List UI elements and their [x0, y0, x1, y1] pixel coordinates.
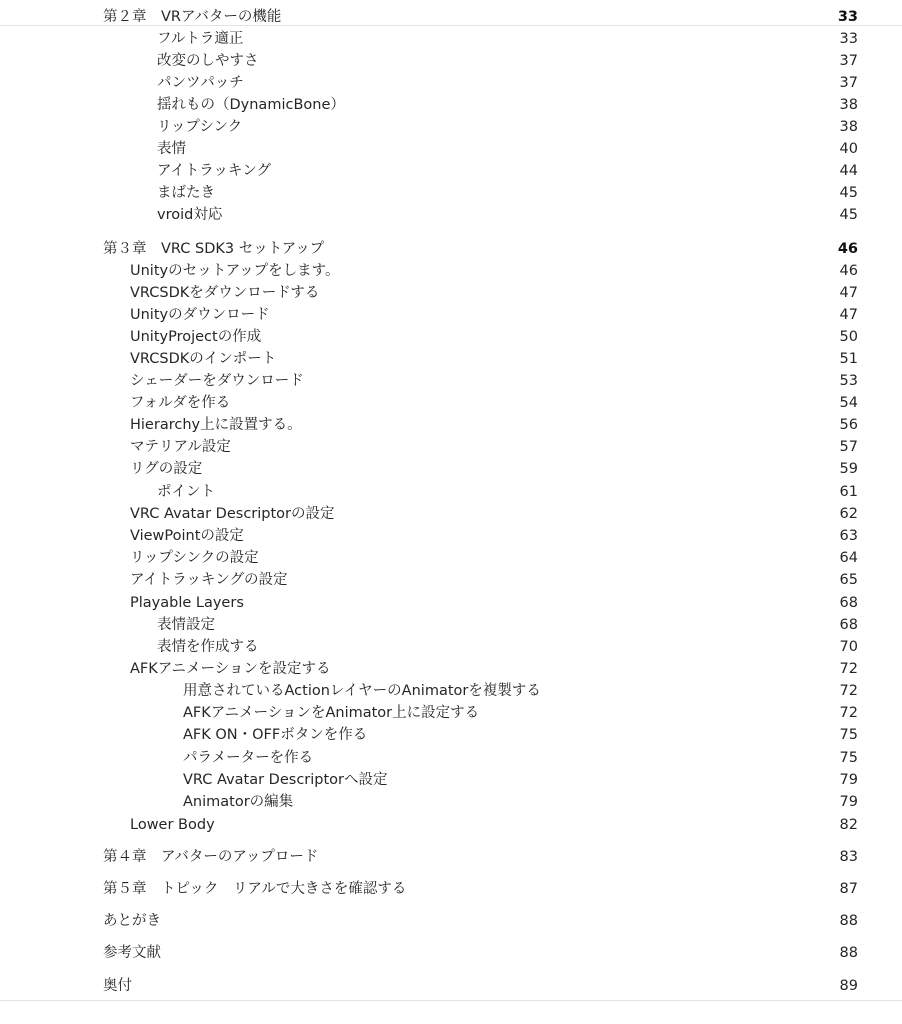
toc-entry-page: 37 — [839, 53, 858, 69]
toc-entry — [0, 370, 902, 392]
toc-entry — [0, 28, 902, 50]
toc-entry-title: VRC Avatar Descriptorの設定 — [130, 506, 335, 522]
toc-entry-title: 表情を作成する — [157, 639, 259, 655]
toc-entry-title: ポイント — [157, 484, 215, 500]
toc-entry-title: 改変のしやすさ — [157, 53, 259, 69]
toc-entry-title: vroid対応 — [157, 207, 223, 223]
toc-entry-page: 54 — [839, 395, 858, 411]
toc-entry-page: 68 — [839, 617, 858, 633]
toc-entry-title: 第４章 アバターのアップロード — [103, 849, 319, 865]
toc-entry — [0, 942, 902, 964]
toc-entry-title: フォルダを作る — [130, 395, 231, 411]
toc-entry — [0, 814, 902, 836]
toc-entry — [0, 910, 902, 932]
toc-entry-title: 第３章 VRC SDK3 セットアップ — [103, 241, 325, 257]
toc-entry-title: Playable Layers — [130, 595, 244, 611]
toc-entry-page: 46 — [837, 241, 858, 257]
toc-entry-title: Lower Body — [130, 817, 215, 833]
toc-entry — [0, 326, 902, 348]
toc-entry-page: 88 — [839, 913, 858, 929]
toc-entry-page: 47 — [839, 307, 858, 323]
toc-entry — [0, 458, 902, 480]
toc-entry-title: アイトラッキングの設定 — [130, 572, 288, 588]
toc-entry-title: パンツパッチ — [157, 75, 244, 91]
toc-entry-title: 奥付 — [103, 978, 132, 994]
toc-entry-title: VRCSDKのインポート — [130, 351, 277, 367]
toc-entry — [0, 160, 902, 182]
toc-entry-page: 46 — [839, 263, 858, 279]
toc-entry-page: 70 — [839, 639, 858, 655]
toc-entry — [0, 592, 902, 614]
toc-entry-title: 表情 — [157, 141, 186, 157]
toc-entry-page: 61 — [839, 484, 858, 500]
toc-entry-title: アイトラッキング — [157, 163, 271, 179]
toc-entry-page: 75 — [839, 727, 858, 743]
toc-entry — [0, 614, 902, 636]
toc-entry-title: 揺れもの（DynamicBone） — [157, 97, 345, 113]
toc-entry — [0, 282, 902, 304]
toc-entry-page: 63 — [839, 528, 858, 544]
toc-entry-page: 89 — [839, 978, 858, 994]
toc-entry — [0, 503, 902, 525]
toc-entry — [0, 436, 902, 458]
toc-entry — [0, 680, 902, 702]
toc-entry — [0, 50, 902, 72]
toc-entry-page: 38 — [839, 119, 858, 135]
toc-entry — [0, 702, 902, 724]
toc-entry — [0, 525, 902, 547]
toc-entry — [0, 481, 902, 503]
toc-entry — [0, 547, 902, 569]
toc-entry-page: 50 — [839, 329, 858, 345]
toc-entry-page: 57 — [839, 439, 858, 455]
toc-entry — [0, 658, 902, 680]
toc-entry — [0, 975, 902, 997]
toc-entry-page: 72 — [839, 683, 858, 699]
toc-entry-page: 44 — [839, 163, 858, 179]
toc-entry — [0, 392, 902, 414]
divider — [0, 1000, 902, 1001]
toc-entry-title: 表情設定 — [157, 617, 215, 633]
toc-entry-title: 用意されているActionレイヤーのAnimatorを複製する — [183, 683, 541, 699]
toc-entry-page: 33 — [839, 31, 858, 47]
toc-entry-page: 51 — [839, 351, 858, 367]
toc-entry-title: AFKアニメーションをAnimator上に設定する — [183, 705, 480, 721]
toc-entry-title: パラメーターを作る — [183, 750, 314, 766]
toc-entry-title: リグの設定 — [130, 461, 203, 477]
toc-entry-title: AFKアニメーションを設定する — [130, 661, 331, 677]
toc-entry-page: 59 — [839, 461, 858, 477]
toc-entry-title: シェーダーをダウンロード — [130, 373, 304, 389]
toc-entry-page: 47 — [839, 285, 858, 301]
toc-entry — [0, 348, 902, 370]
toc-entry-title: VRC Avatar Descriptorへ設定 — [183, 772, 388, 788]
toc-entry-page: 68 — [839, 595, 858, 611]
toc-entry-page: 79 — [839, 772, 858, 788]
toc-entry — [0, 724, 902, 746]
toc-entry — [0, 846, 902, 868]
toc-entry — [0, 636, 902, 658]
toc-entry — [0, 138, 902, 160]
toc-entry — [0, 238, 902, 260]
toc-entry-title: Hierarchy上に設置する。 — [130, 417, 302, 433]
toc-entry-page: 45 — [839, 207, 858, 223]
toc-entry-title: Unityのセットアップをします。 — [130, 263, 340, 279]
toc-entry — [0, 260, 902, 282]
toc-entry-page: 87 — [839, 881, 858, 897]
toc-entry-page: 72 — [839, 705, 858, 721]
toc-entry-title: リップシンク — [157, 119, 243, 135]
toc-entry-page: 40 — [839, 141, 858, 157]
toc-entry — [0, 116, 902, 138]
toc-entry-title: 第２章 VRアバターの機能 — [103, 9, 282, 25]
toc-entry-title: ViewPointの設定 — [130, 528, 244, 544]
toc-entry-title: 参考文献 — [103, 945, 161, 961]
toc-entry-page: 38 — [839, 97, 858, 113]
toc-entry — [0, 304, 902, 326]
toc-entry-page: 33 — [837, 9, 858, 25]
toc-entry — [0, 747, 902, 769]
toc-entry-title: フルトラ適正 — [157, 31, 244, 47]
toc-entry-title: Animatorの編集 — [183, 794, 294, 810]
toc-entry-title: AFK ON・OFFボタンを作る — [183, 727, 368, 743]
toc-entry-page: 64 — [839, 550, 858, 566]
toc-entry-page: 62 — [839, 506, 858, 522]
toc-entry-page: 56 — [839, 417, 858, 433]
toc-entry-page: 37 — [839, 75, 858, 91]
toc-entry — [0, 878, 902, 900]
toc-entry — [0, 769, 902, 791]
toc-entry-title: Unityのダウンロード — [130, 307, 270, 323]
toc-entry — [0, 94, 902, 116]
toc-entry — [0, 72, 902, 94]
toc-entry-title: あとがき — [103, 913, 161, 929]
toc-entry-title: VRCSDKをダウンロードする — [130, 285, 320, 301]
toc-entry — [0, 414, 902, 436]
toc-entry-title: リップシンクの設定 — [130, 550, 259, 566]
toc-entry-page: 75 — [839, 750, 858, 766]
toc-entry-page: 88 — [839, 945, 858, 961]
toc-entry-page: 82 — [839, 817, 858, 833]
toc-entry-title: UnityProjectの作成 — [130, 329, 262, 345]
divider — [0, 25, 902, 26]
toc-entry — [0, 182, 902, 204]
toc-entry — [0, 569, 902, 591]
toc-entry-page: 79 — [839, 794, 858, 810]
toc-entry-page: 72 — [839, 661, 858, 677]
toc-entry-page: 45 — [839, 185, 858, 201]
toc-entry-page: 65 — [839, 572, 858, 588]
toc-entry-page: 83 — [839, 849, 858, 865]
toc-entry-page: 53 — [839, 373, 858, 389]
toc-entry-title: 第５章 トピック リアルで大きさを確認する — [103, 881, 407, 897]
toc-entry-title: まばたき — [157, 185, 215, 201]
toc-entry — [0, 791, 902, 813]
toc-entry — [0, 204, 902, 226]
toc-entry-title: マテリアル設定 — [130, 439, 231, 455]
